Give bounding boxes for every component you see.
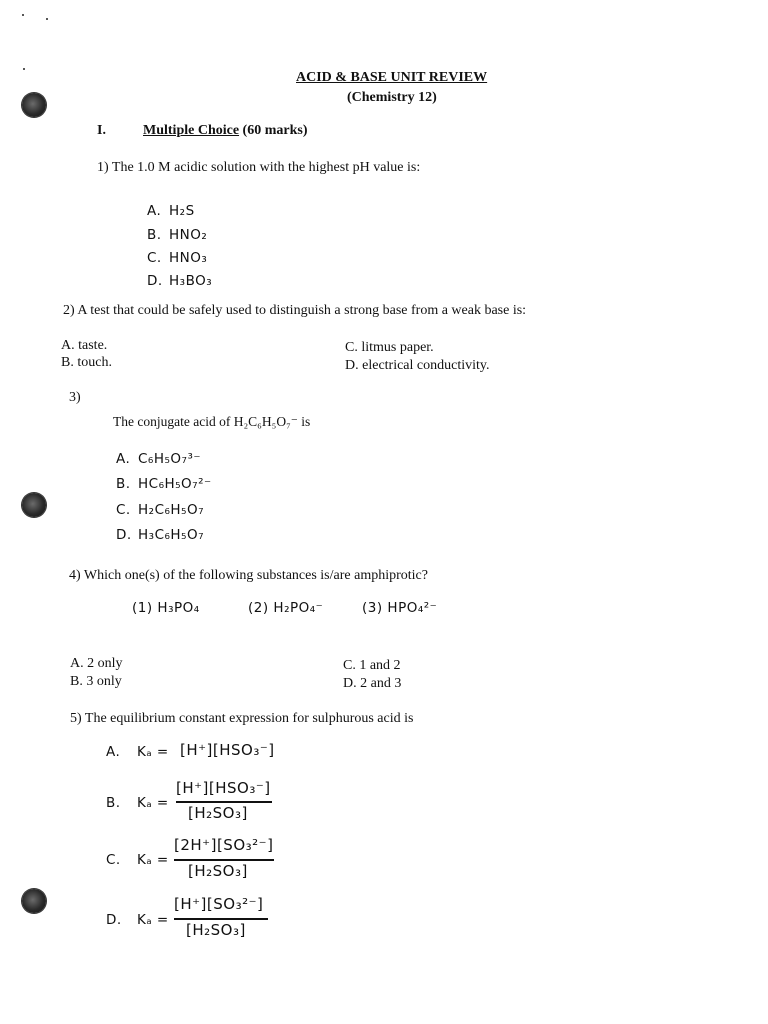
- question-5-option-d-numerator: [H⁺][SO₃²⁻]: [174, 895, 264, 913]
- question-5-option-b-lhs: Kₐ =: [137, 795, 169, 811]
- question-1-option-a: A. H₂S: [147, 203, 195, 219]
- question-3-option-a: A. C₆H₅O₇³⁻: [116, 451, 201, 467]
- question-5-option-a-expression: [H⁺][HSO₃⁻]: [180, 741, 275, 759]
- question-4-option-d: D. 2 and 3: [343, 676, 402, 691]
- question-5-option-c-lhs: Kₐ =: [137, 852, 169, 868]
- question-4-stem: 4) Which one(s) of the following substances is/are amphiprotic?: [69, 568, 428, 583]
- question-1-stem: 1) The 1.0 M acidic solution with the highest pH value is:: [97, 160, 421, 175]
- question-1-option-d: D. H₃BO₃: [147, 273, 213, 289]
- question-4-item-2: (2) H₂PO₄⁻: [248, 600, 324, 616]
- question-5-option-a-letter: A.: [106, 744, 121, 760]
- question-5-option-d-fraction-bar: [174, 918, 268, 920]
- question-3-option-b: B. HC₆H₅O₇²⁻: [116, 476, 212, 492]
- question-5-option-c-numerator: [2H⁺][SO₃²⁻]: [174, 836, 274, 854]
- document-subtitle: (Chemistry 12): [347, 90, 437, 105]
- question-2-option-d: D. electrical conductivity.: [345, 358, 490, 373]
- question-2-option-c: C. litmus paper.: [345, 340, 434, 355]
- question-4-item-3: (3) HPO₄²⁻: [362, 600, 438, 616]
- question-4-option-b: B. 3 only: [70, 674, 122, 689]
- question-5-option-d-denominator: [H₂SO₃]: [186, 921, 246, 939]
- question-5-option-d-lhs: Kₐ =: [137, 912, 169, 928]
- question-5-option-c-fraction-bar: [174, 859, 274, 861]
- section-name: Multiple Choice: [143, 123, 240, 138]
- question-3-option-d: D. H₃C₆H₅O₇: [116, 527, 205, 543]
- question-5-stem: 5) The equilibrium constant expression for sulphurous acid is: [70, 711, 414, 726]
- section-numeral: I.: [97, 123, 106, 138]
- question-2-stem: 2) A test that could be safely used to distinguish a strong base from a weak base is:: [63, 303, 527, 318]
- question-5-option-b-fraction-bar: [176, 801, 272, 803]
- document-title: ACID & BASE UNIT REVIEW: [296, 70, 488, 85]
- question-5-option-d-letter: D.: [106, 912, 122, 928]
- question-5-option-b-numerator: [H⁺][HSO₃⁻]: [176, 779, 271, 797]
- question-3-stem: The conjugate acid of H₂C₆H₅O₇⁻ is: [113, 414, 311, 429]
- question-1-option-c: C. HNO₃: [147, 250, 208, 266]
- question-3-number: 3): [69, 390, 81, 405]
- question-4-option-c: C. 1 and 2: [343, 658, 401, 673]
- question-5-option-c-denominator: [H₂SO₃]: [188, 862, 248, 880]
- question-2-option-b: B. touch.: [61, 355, 112, 370]
- question-5-option-a-lhs: Kₐ =: [137, 744, 169, 760]
- hole-punch-top: [22, 93, 46, 117]
- scan-speck: [23, 68, 25, 70]
- question-4-item-1: (1) H₃PO₄: [132, 600, 200, 616]
- question-4-option-a: A. 2 only: [70, 656, 123, 671]
- hole-punch-bottom: [22, 889, 46, 913]
- question-5-option-b-letter: B.: [106, 795, 121, 811]
- question-2-option-a: A. taste.: [61, 338, 108, 353]
- question-3-option-c: C. H₂C₆H₅O₇: [116, 502, 205, 518]
- question-1-option-b: B. HNO₂: [147, 227, 208, 243]
- question-5-option-c-letter: C.: [106, 852, 121, 868]
- question-5-option-b-denominator: [H₂SO₃]: [188, 804, 248, 822]
- section-marks: (60 marks): [242, 123, 308, 138]
- section-heading: [143, 123, 307, 139]
- scan-speck: [22, 14, 24, 16]
- scan-speck: [46, 18, 48, 20]
- hole-punch-middle: [22, 493, 46, 517]
